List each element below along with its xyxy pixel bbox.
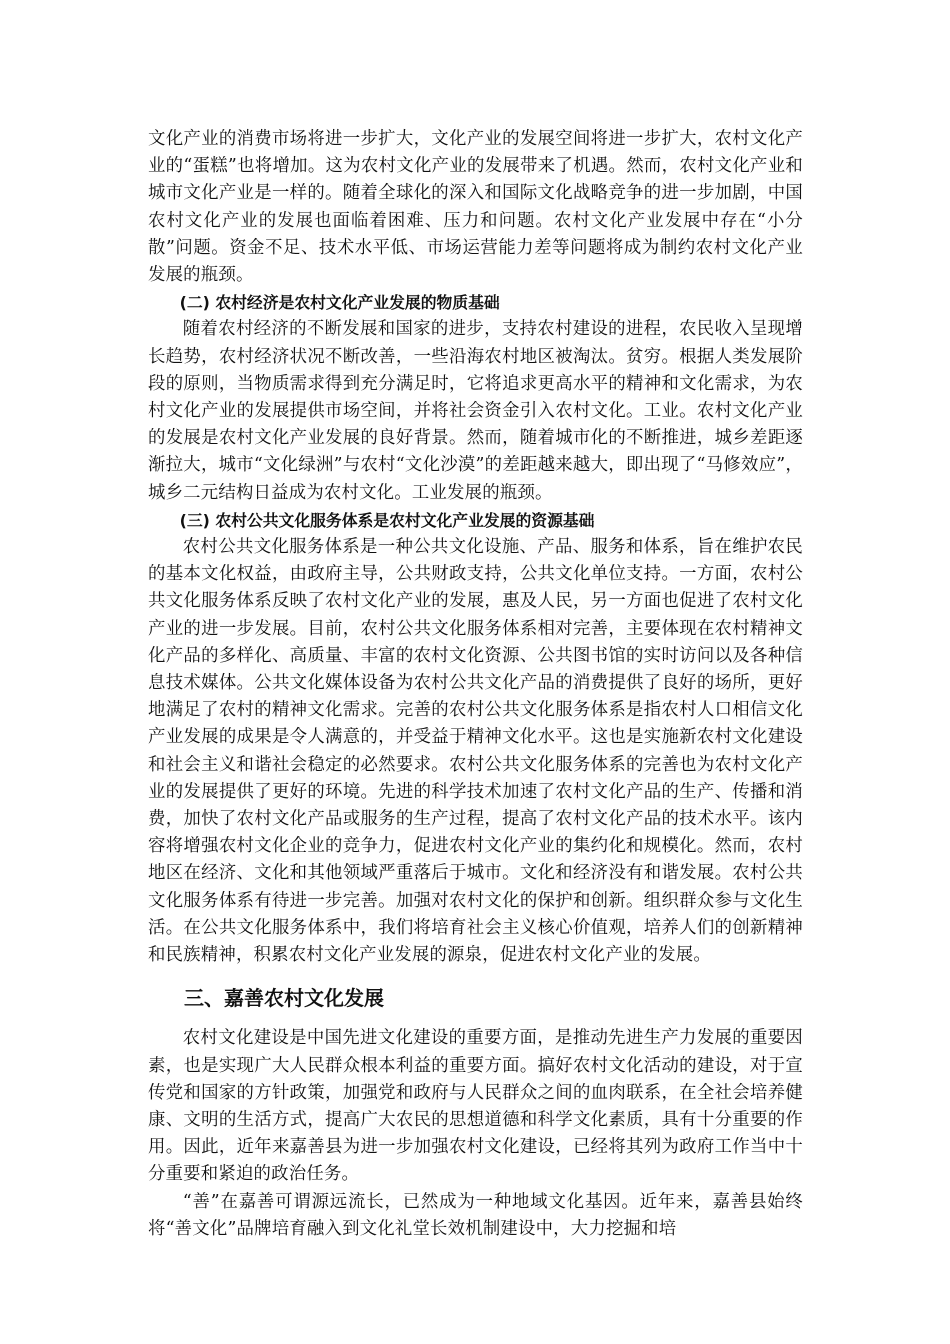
body-paragraph-rural-economy: 随着农村经济的不断发展和国家的进步，支持农村建设的进程，农民收入呈现增长趋势，农村经济状况不断改善，一些沿海农村地区被淘汰。贫穷。根据人类发展阶段的原则，当物质需求得到充分满足时，它将追求更高水平的精神和文化需求，为农村文化产业的发展提供市场空间，并将社会资金引入农村文化。工业。农村文化产业的发展是农村文化产业发展的良好背景。然而，随着城市化的不断推进，城乡差距逐渐拉大，城市“文化绿洲”与农村“文化沙漠”的差距越来越大，即出现了“马修效应”，城乡二元结构日益成为农村文化。工业发展的瓶颈。 [148, 319, 803, 503]
document-page [148, 126, 803, 1243]
subsection-heading-2: (二) 农村经济是农村文化产业发展的物质基础 [179, 293, 500, 313]
body-paragraph-public-culture: 农村公共文化服务体系是一种公共文化设施、产品、服务和体系，旨在维护农民的基本文化权益，由政府主导，公共财政支持，公共文化单位支持。一方面，农村公共文化服务体系反映了农村文化产业的发展，惠及人民，另一方面也促进了农村文化产业的进一步发展。目前，农村公共文化服务体系相对完善，主要体现在农村精神文化产品的多样化、高质量、丰富的农村文化资源、公共图书馆的实时访问以及各种信息技术媒体。公共文化媒体设备为农村公共文化产品的消费提供了良好的场所，更好地满足了农村的精神文化需求。完善的农村公共文化服务体系是指农村人口相信文化产业发展的成果是令人满意的，并受益于精神文化水平。这也是实施新农村文化建设和社会主义和谐社会稳定的必然要求。农村公共文化服务体系的完善也为农村文化产业的发展提供了更好的环境。先进的科学技术加速了农村文化产品的生产、传播和消费，加快了农村文化产品或服务的生产过程，提高了农村文化产品的技术水平。该内容将增强农村文化企业的竞争力，促进农村文化产业的集约化和规模化。然而，农村地区在经济、文化和其他领域严重落后于城市。文化和经济没有和谐发展。农村公共文化服务体系有待进一步完善。加强对农村文化的保护和创新。组织群众参与文化生活。在公共文化服务体系中，我们将培育社会主义核心价值观，培养人们的创新精神和民族精神，积累农村文化产业发展的源泉，促进农村文化产业的发展。 [148, 537, 803, 966]
body-paragraph-continued: 文化产业的消费市场将进一步扩大，文化产业的发展空间将进一步扩大，农村文化产业的“蛋糕”也将增加。这为农村文化产业的发展带来了机遇。然而，农村文化产业和城市文化产业是一样的。随着全球化的深入和国际文化战略竞争的进一步加剧，中国农村文化产业的发展也面临着困难、压力和问题。农村文化产业发展中存在“小分散”问题。资金不足、技术水平低、市场运营能力差等问题将成为制约农村文化产业发展的瓶颈。 [148, 129, 803, 286]
body-paragraph-shan-culture: “善”在嘉善可谓源远流长，已然成为一种地域文化基因。近年来，嘉善县始终将“善文化”品牌培育融入到文化礼堂长效机制建设中，大力挖掘和培 [148, 1191, 803, 1239]
section-heading-3: 三、嘉善农村文化发展 [184, 986, 384, 1011]
body-paragraph-jiashan-intro: 农村文化建设是中国先进文化建设的重要方面，是推动先进生产力发展的重要因素，也是实现广大人民群众根本利益的重要方面。搞好农村文化活动的建设，对于宣传党和国家的方针政策，加强党和政府与人民群众之间的血肉联系，在全社会培养健康、文明的生活方式，提高广大农民的思想道德和科学文化素质，具有十分重要的作用。因此，近年来嘉善县为进一步加强农村文化建设，已经将其列为政府工作当中十分重要和紧迫的政治任务。 [148, 1028, 803, 1185]
subsection-heading-3: (三) 农村公共文化服务体系是农村文化产业发展的资源基础 [179, 510, 595, 530]
